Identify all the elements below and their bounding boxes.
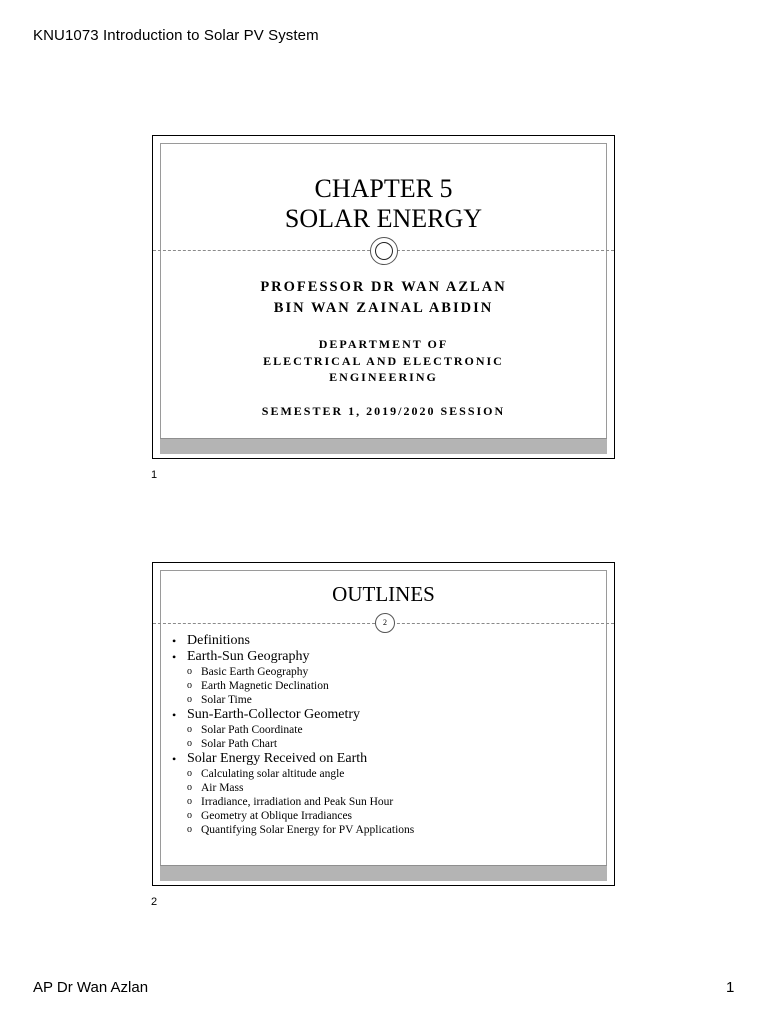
outline-sublist — [187, 723, 414, 751]
outline-subitem — [187, 665, 414, 679]
circle-bullet-icon: o — [187, 782, 192, 793]
outline-subitem-label: Solar Path Chart — [201, 738, 278, 750]
bullet-icon: • — [172, 650, 177, 664]
outline-sublist — [187, 665, 414, 707]
outline-subitem-label: Solar Time — [201, 694, 252, 706]
semester-session: SEMESTER 1, 2019/2020 SESSION — [261, 404, 506, 418]
outline-subitem-label: Solar Path Coordinate — [201, 724, 303, 736]
circle-bullet-icon: o — [187, 724, 192, 735]
outline-subitem — [187, 795, 414, 809]
outline-item — [171, 649, 414, 707]
outline-item-label: Solar Energy Received on Earth — [187, 751, 368, 766]
bullet-icon: • — [172, 752, 177, 766]
circle-bullet-icon: o — [187, 768, 192, 779]
outline-item-label: Definitions — [187, 633, 250, 648]
outline-subitem — [187, 809, 414, 823]
slide-1-footer-bar — [160, 438, 607, 454]
circle-bullet-icon: o — [187, 824, 192, 835]
outline-subitem-label: Basic Earth Geography — [201, 666, 309, 678]
circle-bullet-icon: o — [187, 666, 192, 677]
outline-subitem — [187, 693, 414, 707]
circle-bullet-icon: o — [187, 738, 192, 749]
footer-author: AP Dr Wan Azlan — [33, 979, 149, 996]
slide-number-ornament-icon: 2 — [375, 613, 395, 633]
circle-bullet-icon: o — [187, 796, 192, 807]
outline-subitem-label: Irradiance, irradiation and Peak Sun Hour — [201, 796, 394, 808]
outline-subitem — [187, 679, 414, 693]
outline-subitem-label: Quantifying Solar Energy for PV Applications — [201, 824, 415, 836]
outline-sublist — [187, 767, 414, 837]
slide-2-number: 2 — [151, 896, 158, 908]
slide-1-number: 1 — [151, 469, 158, 481]
circle-bullet-icon: o — [187, 680, 192, 691]
author-name-line2: BIN WAN ZAINAL ABIDIN — [273, 300, 494, 316]
chapter-subtitle: SOLAR ENERGY — [284, 204, 483, 233]
circle-ornament-icon — [370, 237, 398, 265]
circle-bullet-icon: o — [187, 694, 192, 705]
outline-item-label: Earth-Sun Geography — [187, 649, 310, 664]
slide-2 — [152, 562, 615, 886]
outline-subitem-label: Air Mass — [201, 782, 244, 794]
chapter-title: CHAPTER 5 — [314, 174, 453, 203]
outline-list — [171, 633, 414, 837]
outline-item — [171, 751, 414, 837]
outline-subitem — [187, 723, 414, 737]
outline-item — [171, 707, 414, 751]
outline-subitem-label: Earth Magnetic Declination — [201, 680, 329, 692]
author-name-line1: PROFESSOR DR WAN AZLAN — [260, 279, 507, 295]
bullet-icon: • — [172, 634, 177, 648]
outline-subitem — [187, 781, 414, 795]
outline-subitem-label: Geometry at Oblique Irradiances — [201, 810, 353, 822]
outline-title: OUTLINES — [332, 582, 435, 606]
department-line3: ENGINEERING — [329, 370, 438, 384]
outline-subitem-label: Calculating solar altitude angle — [201, 768, 345, 780]
slide-2-footer-bar — [160, 865, 607, 881]
slide-1 — [152, 135, 615, 459]
outline-subitem — [187, 767, 414, 781]
outline-item-label: Sun-Earth-Collector Geometry — [187, 707, 361, 722]
course-title: KNU1073 Introduction to Solar PV System — [33, 27, 319, 44]
department-line2: ELECTRICAL AND ELECTRONIC — [263, 354, 504, 368]
circle-bullet-icon: o — [187, 810, 192, 821]
bullet-icon: • — [172, 708, 177, 722]
outline-subitem — [187, 823, 414, 837]
footer-page-number: 1 — [726, 979, 735, 996]
outline-subitem — [187, 737, 414, 751]
outline-item — [171, 633, 414, 649]
department-line1: DEPARTMENT OF — [318, 337, 449, 351]
